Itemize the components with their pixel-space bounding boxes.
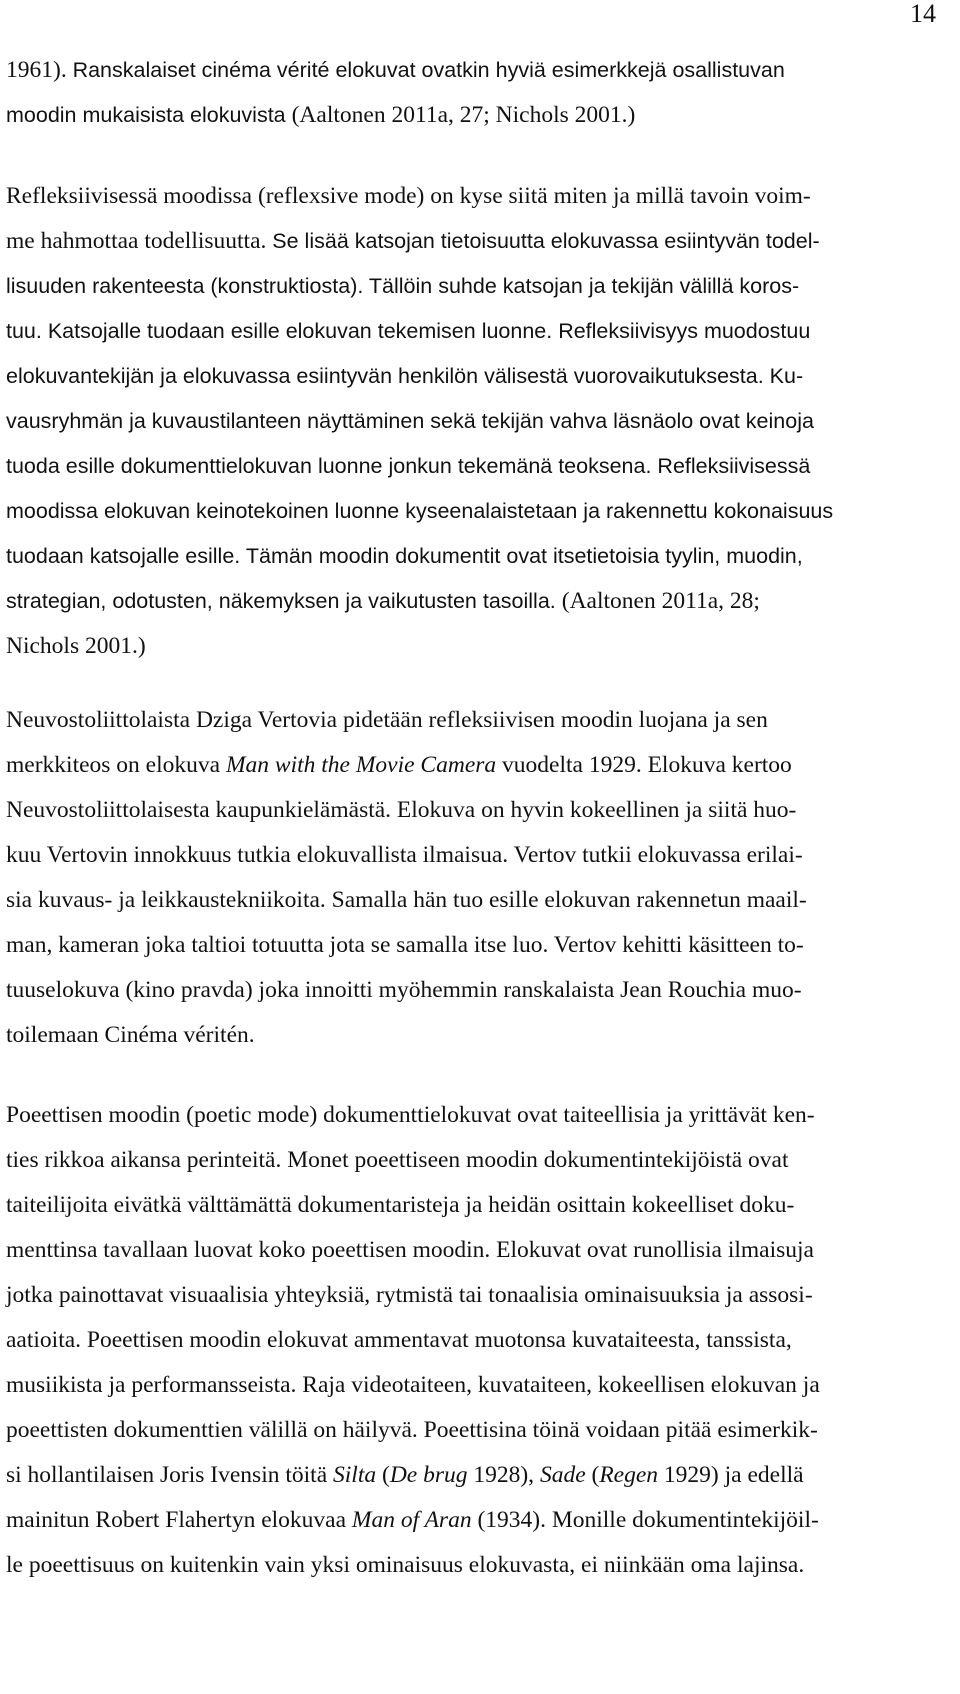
text-line: [6, 174, 956, 219]
text-segment: me hahmottaa todellisuutta.: [6, 228, 273, 254]
text-segment: tuu. Katsojalle tuodaan esille elokuvan tekemisen luonne. Refleksiivisyys muodostuu: [6, 319, 811, 343]
text-segment: tuuselokuva (kino pravda) joka innoitti myöhemmin ranskalaista Jean Rouchia muo-: [6, 977, 802, 1003]
text-line: [6, 264, 956, 309]
text-segment: jotka painottavat visuaalisia yhteyksiä, rytmistä tai tonaalisia ominaisuuksia ja assosi-: [6, 1282, 813, 1308]
italic-text-segment: Man of Aran: [351, 1507, 472, 1533]
text-segment: taiteilijoita eivätkä välttämättä dokumentaristeja ja heidän osittain kokeelliset doku-: [6, 1192, 795, 1218]
text-segment: aatioita. Poeettisen moodin elokuvat ammentavat muotonsa kuvataiteesta, tanssista,: [6, 1327, 792, 1353]
text-segment: 1928),: [467, 1462, 540, 1488]
text-line: [6, 743, 956, 788]
text-segment: menttinsa tavallaan luovat koko poeettisen moodin. Elokuvat ovat runollisia ilmaisuja: [6, 1237, 814, 1263]
paragraph-observational-end: [6, 48, 956, 138]
text-segment: (1934). Monille dokumentintekijöil-: [471, 1507, 819, 1533]
text-segment: (: [376, 1462, 390, 1488]
text-line: [6, 1453, 956, 1498]
text-segment: (Aaltonen 2011a, 28;: [561, 588, 760, 614]
text-segment: vausryhmän ja kuvaustilanteen näyttäminen sekä tekijän vahva läsnäolo ovat keinoja: [6, 409, 814, 433]
text-segment: (: [585, 1462, 600, 1488]
text-line: [6, 579, 956, 624]
text-line: [6, 1013, 956, 1058]
text-line: [6, 354, 956, 399]
text-segment: lisuuden rakenteesta (konstruktiosta). Tällöin suhde katsojan ja tekijän välillä koros-: [6, 274, 800, 298]
text-line: [6, 489, 956, 534]
text-segment: toilemaan Cinéma véritén.: [6, 1022, 255, 1048]
text-segment: Refleksiivisessä moodissa (reflexsive mode) on kyse siitä miten ja millä tavoin voim-: [6, 183, 811, 209]
text-line: [6, 534, 956, 579]
text-segment: (Aaltonen 2011a, 27; Nichols 2001.): [291, 102, 636, 128]
text-line: [6, 309, 956, 354]
text-segment: le poeettisuus on kuitenkin vain yksi ominaisuus elokuvasta, ei niinkään oma lajinsa.: [6, 1552, 805, 1578]
italic-text-segment: Sade: [539, 1462, 586, 1488]
text-line: [6, 1228, 956, 1273]
text-segment: elokuvantekijän ja elokuvassa esiintyvän henkilön välisestä vuorovaikutuksesta. Ku-: [6, 364, 804, 388]
text-segment: strategian, odotusten, näkemyksen ja vaikutusten tasoilla.: [6, 589, 562, 613]
text-segment: vuodelta 1929. Elokuva kertoo: [496, 752, 792, 778]
text-segment: Poeettisen moodin (poetic mode) dokumenttielokuvat ovat taiteellisia ja yrittävät ken-: [6, 1102, 815, 1128]
text-line: [6, 48, 956, 93]
text-line: [6, 1498, 956, 1543]
text-segment: 1961).: [6, 57, 73, 83]
text-segment: Neuvostoliittolaisesta kaupunkielämästä. Elokuva on hyvin kokeellinen ja siitä huo-: [6, 797, 797, 823]
text-segment: kuu Vertovin innokkuus tutkia elokuvallista ilmaisua. Vertov tutkii elokuvassa erilai-: [6, 842, 803, 868]
text-segment: tuoda esille dokumenttielokuvan luonne jonkun tekemänä teoksena. Refleksiivisessä: [6, 454, 811, 478]
page-number: 14: [910, 0, 936, 28]
italic-text-segment: Silta: [333, 1462, 377, 1488]
text-line: [6, 1093, 956, 1138]
text-segment: tuodaan katsojalle esille. Tämän moodin dokumentit ovat itsetietoisia tyylin, muodin,: [6, 544, 803, 568]
text-segment: ties rikkoa aikansa perinteitä. Monet poeettiseen moodin dokumentintekijöistä ovat: [6, 1147, 789, 1173]
text-segment: moodissa elokuvan keinotekoinen luonne kyseenalaistetaan ja rakennettu kokonaisuus: [6, 499, 834, 523]
text-segment: Se lisää katsojan tietoisuutta elokuvassa esiintyvän todel-: [272, 229, 820, 253]
text-segment: musiikista ja performansseista. Raja videotaiteen, kuvataiteen, kokeellisen elokuvan ja: [6, 1372, 820, 1398]
italic-text-segment: Man with the Movie Camera: [225, 752, 497, 778]
text-line: [6, 1273, 956, 1318]
text-line: [6, 833, 956, 878]
text-line: [6, 878, 956, 923]
text-segment: 1929) ja edellä: [658, 1462, 804, 1488]
text-line: [6, 444, 956, 489]
text-line: [6, 1318, 956, 1363]
text-segment: sia kuvaus- ja leikkaustekniikoita. Samalla hän tuo esille elokuvan rakennetun maail-: [6, 887, 807, 913]
text-line: [6, 968, 956, 1013]
paragraph-vertov: [6, 698, 956, 1058]
text-segment: merkkiteos on elokuva: [6, 752, 226, 778]
text-segment: si hollantilaisen Joris Ivensin töitä: [6, 1462, 334, 1488]
italic-text-segment: Regen: [599, 1462, 659, 1488]
paragraph-reflexive-mode: [6, 174, 956, 669]
text-line: [6, 624, 956, 669]
text-segment: moodin mukaisista elokuvista: [6, 103, 292, 127]
text-segment: Neuvostoliittolaista Dziga Vertovia pidetään refleksiivisen moodin luojana ja sen: [6, 707, 768, 733]
text-segment: man, kameran joka taltioi totuutta jota se samalla itse luo. Vertov kehitti käsitteen to-: [6, 932, 804, 958]
text-line: [6, 1363, 956, 1408]
text-line: [6, 399, 956, 444]
text-segment: Nichols 2001.): [6, 633, 146, 659]
text-line: [6, 698, 956, 743]
paragraph-poetic-mode: [6, 1093, 956, 1588]
text-segment: poeettisten dokumenttien välillä on häilyvä. Poeettisina töinä voidaan pitää esimerkik-: [6, 1417, 818, 1443]
text-segment: Ranskalaiset cinéma vérité elokuvat ovatkin hyviä esimerkkejä osallistuvan: [72, 58, 785, 82]
text-line: [6, 788, 956, 833]
text-line: [6, 1408, 956, 1453]
text-line: [6, 1543, 956, 1588]
text-segment: mainitun Robert Flahertyn elokuvaa: [6, 1507, 352, 1533]
text-line: [6, 93, 956, 138]
text-line: [6, 1183, 956, 1228]
italic-text-segment: De brug: [389, 1462, 468, 1488]
text-line: [6, 219, 956, 264]
text-line: [6, 923, 956, 968]
text-line: [6, 1138, 956, 1183]
